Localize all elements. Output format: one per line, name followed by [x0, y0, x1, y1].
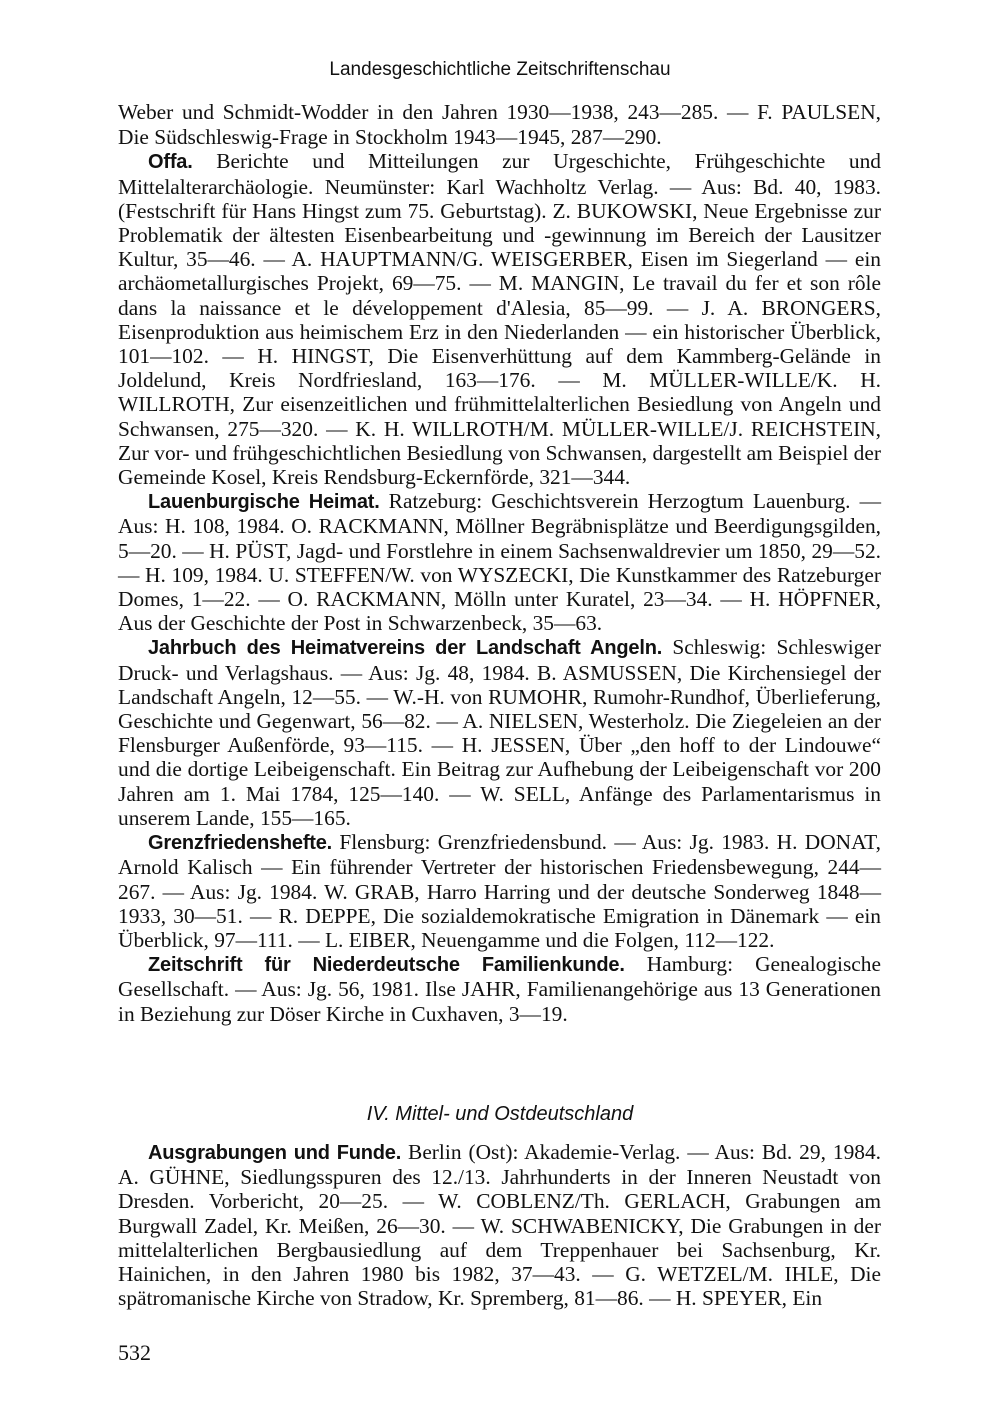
entry [118, 830, 881, 952]
entry-title: Ausgrabungen und Funde. [148, 1142, 402, 1164]
entry [118, 1140, 881, 1310]
section-body [118, 1140, 881, 1310]
entry [118, 952, 881, 1026]
entry-title: Zeitschrift für Niederdeutsche Familienkunde. [148, 954, 625, 977]
page-number: 532 [118, 1340, 151, 1365]
bibliography-body [118, 100, 881, 1026]
section-heading: IV. Mittel- und Ostdeutschland [366, 1103, 634, 1125]
entry-text: Flensburg: Grenzfriedensbund. — Aus: Jg. 1983. H. DONAT, Arnold Kalisch — Ein führender Vertreter der historischen Friedensbewegung, 244—267. — Aus: Jg. 1984. W. GRAB, Harro Harring und der deutsche Sonderweg 1848—1933, 30—51. — R. DEPPE, Die sozialdemokratische Emigration in Dänemark — ein Überblick, 97—111. — L. EIBER, Neuengamme und die Folgen, 112—122. [118, 830, 881, 952]
entry-text: Schleswig: Schleswiger Druck- und Verlagshaus. — Aus: Jg. 48, 1984. B. ASMUSSEN, Die Kirchensiegel der Landschaft Angeln, 12—55. — W.-H. von RUMOHR, Rumohr-Rundhof, Überlieferung, Geschichte und Gegenwart, 56—82. — A. NIELSEN, Westerholz. Die Ziegeleien an der Flensburger Außenförde, 93—115. — H. JESSEN, Über „den hoff to der Lindouwe“ und die dortige Leibeigenschaft. Ein Beitrag zur Aufhebung der Leibeigenschaft vor 200 Jahren am 1. Mai 1784, 125—140. — W. SELL, Anfänge des Parlamentarismus in unserem Lande, 155—165. [118, 635, 881, 830]
entry-title: Offa. [148, 151, 193, 174]
entry-text: Berichte und Mitteilungen zur Urgeschichte, Frühgeschichte und Mittelalterarchäologie. Neumünster: Karl Wachholtz Verlag. — Aus: Bd. 40, 1983. (Festschrift für Hans Hingst zum 75. Geburtstag). Z. BUKOWSKI, Neue Ergebnisse zur Problematik der ältesten Eisenbearbeitung und -gewinnung im Bereich der Lausitzer Kultur, 35—46. — A. HAUPTMANN/G. WEISGERBER, Eisen im Siegerland — ein archäometallurgisches Projekt, 69—75. — M. MANGIN, Le travail du fer et son rôle dans la naissance et le développement d'Alesia, 85—99. — J. A. BRONGERS, Eisenproduktion aus heimischem Erz in den Niederlanden — ein historischer Überblick, 101—102. — H. HINGST, Die Eisenverhüttung auf dem Kammberg-Gelände in Joldelund, Kreis Nordfriesland, 163—176. — M. MÜLLER-WILLE/K. H. WILLROTH, Zur eisenzeitlichen und frühmittelalterlichen Besiedlung von Angeln und Schwansen, 275—320. — K. H. WILLROTH/M. MÜLLER-WILLE/J. REICHSTEIN, Zur vor- und frühgeschichtlichen Besiedlung von Schwansen, dargestellt am Beispiel der Gemeinde Kosel, Kreis Rendsburg-Eckernförde, 321—344. [118, 149, 881, 490]
entry [118, 149, 881, 489]
entry-title: Jahrbuch des Heimatvereins der Landschaft Angeln. [148, 637, 663, 660]
entry-text: Weber und Schmidt-Wodder in den Jahren 1930—1938, 243—285. — F. PAULSEN, Die Südschleswig-Frage in Stockholm 1943—1945, 287—290. [118, 100, 881, 150]
entry-text: Hamburg: Genealogische Gesellschaft. — Aus: Jg. 56, 1981. Ilse JAHR, Familienangehörige aus 13 Generationen in Beziehung zur Döser Kirche in Cuxhaven, 3—19. [118, 952, 881, 1026]
entry [118, 635, 881, 830]
entry [118, 100, 881, 149]
entry-title: Lauenburgische Heimat. [148, 491, 380, 514]
entry [118, 489, 881, 635]
entry-text: Berlin (Ost): Akademie-Verlag. — Aus: Bd. 29, 1984. A. GÜHNE, Siedlungsspuren des 12./13. Jahrhunderts in der Inneren Neustadt von Dresden. Vorbericht, 20—25. — W. COBLENZ/Th. GERLACH, Grabungen am Burgwall Zadel, Kr. Meißen, 26—30. — W. SCHWABENICKY, Die Grabungen in der mittelalterlichen Bergbausiedlung auf dem Treppenhauer bei Sachsenburg, Kr. Hainichen, in den Jahren 1980 bis 1982, 37—43. — G. WETZEL/M. IHLE, Die spätromanische Kirche von Stradow, Kr. Spremberg, 81—86. — H. SPEYER, Ein [118, 1140, 882, 1311]
running-header: Landesgeschichtliche Zeitschriftenschau [329, 59, 671, 80]
entry-text: Ratzeburg: Geschichtsverein Herzogtum Lauenburg. — Aus: H. 108, 1984. O. RACKMANN, Möllner Begräbnisplätze und Beerdigungsgilden, 5—20. — H. PÜST, Jagd- und Forstlehre in einem Sachsenwaldrevier um 1850, 29—52. — H. 109, 1984. U. STEFFEN/W. von WYSZECKI, Die Kunstkammer des Ratzeburger Domes, 1—22. — O. RACKMANN, Mölln unter Kuratel, 23—34. — H. HÖPFNER, Aus der Geschichte der Post in Schwarzenbeck, 35—63. [118, 489, 881, 636]
entry-title: Grenzfriedenshefte. [148, 832, 333, 855]
